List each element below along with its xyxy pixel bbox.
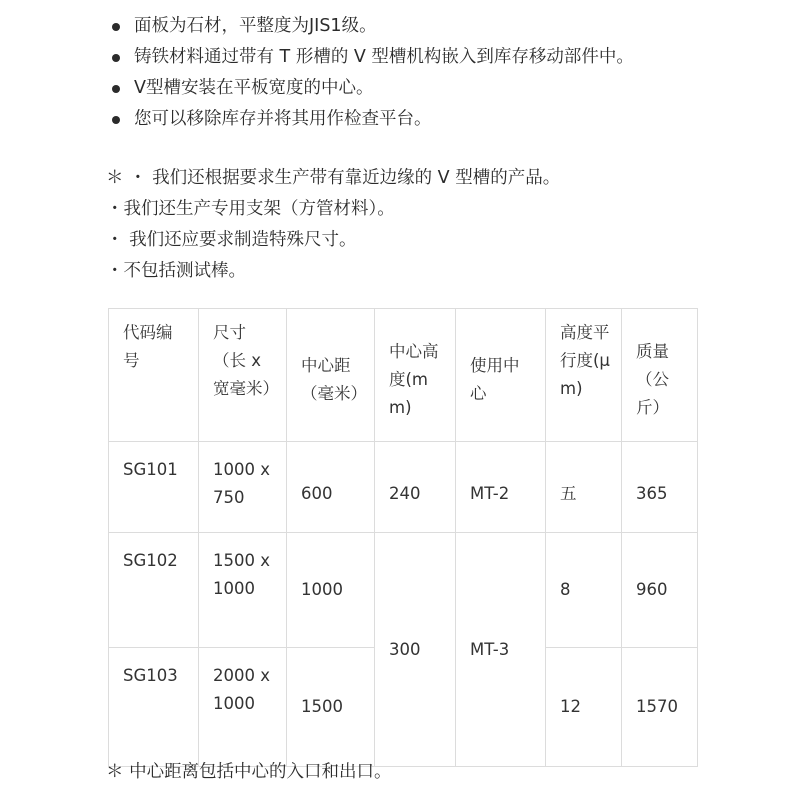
cell-parallelism: 12 [546, 648, 622, 767]
bullet-dot-icon [112, 54, 120, 62]
note-line: ・ 我们还应要求制造特殊尺寸。 [106, 230, 357, 250]
cell-mass: 365 [622, 442, 698, 533]
header-center-used: 使用中心 [456, 309, 546, 442]
cell-center-distance: 600 [287, 442, 375, 533]
table-header-row [109, 309, 698, 442]
cell-center-used: MT-2 [456, 442, 546, 533]
cell-mass: 1570 [622, 648, 698, 767]
notes-section [106, 164, 560, 288]
cell-center-distance: 1500 [287, 648, 375, 767]
cell-center-distance: 1000 [287, 533, 375, 648]
header-center-height: 中心高度(mm) [375, 309, 456, 442]
cell-size: 1000 x 750 [199, 442, 287, 533]
cell-parallelism: 五 [546, 442, 622, 533]
header-center-distance: 中心距（毫米） [287, 309, 375, 442]
cell-code: SG101 [109, 442, 199, 533]
cell-center-height: 240 [375, 442, 456, 533]
table-row [109, 442, 698, 533]
cell-parallelism: 8 [546, 533, 622, 648]
header-code: 代码编号 [109, 309, 199, 442]
header-size: 尺寸 （长 x 宽毫米） [199, 309, 287, 442]
note-line: ＊ ・ 我们还根据要求生产带有靠近边缘的 V 型槽的产品。 [106, 168, 561, 188]
cell-mass: 960 [622, 533, 698, 648]
bullet-dot-icon [112, 23, 120, 31]
table-row [109, 533, 698, 648]
cell-size: 1500 x 1000 [199, 533, 287, 648]
cell-center-height: 300 [375, 533, 456, 767]
header-mass: 质量（公斤） [622, 309, 698, 442]
cell-size: 2000 x 1000 [199, 648, 287, 767]
cell-center-used: MT-3 [456, 533, 546, 767]
cell-code: SG103 [109, 648, 199, 767]
bullet-dot-icon [112, 85, 120, 93]
header-parallelism: 高度平行度(μm) [546, 309, 622, 442]
footnote: ＊ 中心距离包括中心的入口和出口。 [106, 762, 392, 782]
bullet-dot-icon [112, 116, 120, 124]
note-line: ・不包括测试棒。 [106, 261, 246, 281]
note-line: ・我们还生产专用支架（方管材料）。 [106, 199, 395, 219]
cell-code: SG102 [109, 533, 199, 648]
spec-table [108, 308, 698, 767]
